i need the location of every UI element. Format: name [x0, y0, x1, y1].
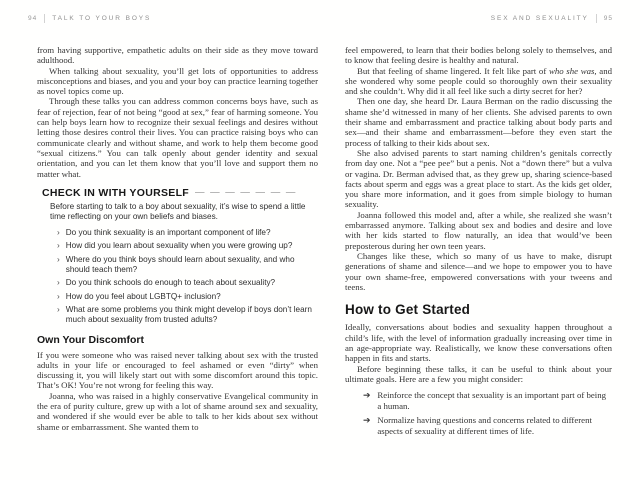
chevron-bullet-icon: › — [57, 304, 60, 314]
paragraph: Joanna, who was raised in a highly conservative Evangelical community in the era of purity culture, grew up with a lot of shame around sex and sexuality, and wondered if she would ever be able to talk to her kids about sex without shame or embarrassment. She wanted them to — [37, 390, 318, 432]
checklist-item-text: Do you think schools do enough to teach about sexuality? — [65, 278, 276, 288]
paragraph: If you were someone who was raised never talking about sex with the trusted adults in your life or encouraged to feel ashamed or even “dirty” when discussing it, you will likely start out with some discomfort around this topic. That’s OK! You’re not wrong for feeling this way. — [37, 349, 318, 391]
check-in-heading-row — [42, 188, 318, 198]
chevron-bullet-icon: › — [57, 254, 60, 264]
checklist-item-text: Do you think sexuality is an important component of life? — [65, 227, 271, 237]
arrow-bullet-icon: ➔ — [363, 415, 371, 426]
goal-item-text: Reinforce the concept that sexuality is an important part of being a human. — [377, 390, 607, 411]
chevron-bullet-icon: › — [57, 291, 60, 301]
paragraph: Then one day, she heard Dr. Laura Berman on the radio discussing the shame she’d witnessed in many of her clients. She advised parents to own their shame and embarrassment and practice talking about body parts and sex—and their shame and embarrassment—before they even start the process of talking to their kids about sex. — [345, 96, 612, 148]
paragraph: Changes like these, which so many of us have to make, disrupt generations of shame and silence—and we hope to empower you to have your own shame-free, empowered conversations with your tweens and teens. — [345, 250, 612, 292]
paragraph: Joanna followed this model and, after a while, she realized she wasn’t embarrassed anymore. Talking about sex and bodies and desire and love with her kids started to flow naturally, an idea that would’ve been preposterous during her own teen years. — [345, 209, 612, 251]
checklist-item — [57, 255, 318, 275]
italic-phrase: who she was — [548, 65, 595, 76]
paragraph: Through these talks you can address common concerns boys have, such as fear of rejection, fear of not being “good at sex,” fear of harming someone. You can help boys learn how to recognize their sexual feelings and desires without letting those desires control their lives. You can practice raising boys who can communicate clearly and without shame, and work to help them become good “sexual citizens.” You can talk openly about gender identity and sexual orientation, and you can let them know that you’ll love and support them no matter what. — [37, 96, 318, 179]
header-divider — [44, 14, 45, 23]
running-head-left — [28, 14, 151, 23]
chevron-bullet-icon: › — [57, 278, 60, 288]
heading-how-to-get-started: How to Get Started — [345, 302, 471, 318]
header-divider — [596, 14, 597, 23]
checklist-item — [57, 292, 318, 302]
right-page-column — [345, 45, 612, 440]
goal-item — [363, 415, 612, 436]
paragraph: When talking about sexuality, you’ll get lots of opportunities to address misconceptions and biases, and you and your boy can practice learning together as novel topics come up. — [37, 65, 318, 97]
check-in-heading: CHECK IN WITH YOURSELF — [42, 186, 189, 199]
running-head-title-right: SEX AND SEXUALITY — [490, 15, 589, 22]
left-page-column — [37, 45, 318, 432]
paragraph: feel empowered, to learn that their bodies belong solely to themselves, and to know that feeling desire is healthy and natural. — [345, 45, 612, 66]
goal-item — [363, 390, 612, 411]
page-number-left: 94 — [28, 15, 38, 22]
checklist-item — [57, 228, 318, 238]
paragraph: She also advised parents to start naming children’s genitals correctly from day one. Not a “pee pee” but a penis. Not a “down there” but a vulva or vagina. Dr. Berman advised that, as they grew up, sharing science-based facts about sperm and eggs was a great place to start. As the kids get older, you share more information, and it goes from simple biology to human sexuality. — [345, 147, 612, 210]
checklist-item-text: Where do you think boys should learn about sexuality, and who should teach them? — [65, 254, 295, 274]
paragraph: Ideally, conversations about bodies and sexuality happen throughout a child’s life, with the level of information gradually increasing over time in an age-appropriate way. Realistically, we know these conversations often happen in fits and starts. — [345, 322, 612, 364]
checklist-item — [57, 278, 318, 288]
goal-item-text: Normalize having questions and concerns related to different aspects of sexuality at different times of life. — [377, 415, 592, 436]
check-in-intro: Before starting to talk to a boy about sexuality, it’s wise to spend a little time reflecting on your own beliefs and biases. — [50, 202, 306, 222]
paragraph: Before beginning these talks, it can be useful to think about your ultimate goals. Here are a few you might consider: — [345, 363, 612, 384]
goals-list — [345, 390, 612, 436]
page-number-right: 95 — [603, 15, 613, 22]
running-head-right — [491, 14, 613, 23]
checklist-item — [57, 305, 318, 325]
paragraph-text: , and she wondered why some people could so thoroughly own their sexuality and she couldn’t. Why did it all feel like such a dirty secret for her? — [345, 65, 612, 97]
chevron-bullet-icon: › — [57, 227, 60, 237]
dash-rule: — — — — — — — — [195, 187, 297, 198]
checklist-item-text: What are some problems you think might develop if boys don’t learn much about sexuality from trusted adults? — [65, 304, 312, 324]
checklist-item-text: How do you feel about LGBTQ+ inclusion? — [65, 291, 221, 301]
paragraph — [345, 66, 612, 97]
subheading-own-your-discomfort: Own Your Discomfort — [37, 333, 144, 346]
paragraph: from having supportive, empathetic adults on their side as they move toward adulthood. — [37, 45, 318, 66]
check-in-section — [42, 188, 318, 325]
checklist-item-text: How did you learn about sexuality when you were growing up? — [65, 241, 293, 251]
checklist-item — [57, 241, 318, 251]
chevron-bullet-icon: › — [57, 241, 60, 251]
paragraph-text: But that feeling of shame lingered. It felt like part of — [357, 65, 549, 76]
arrow-bullet-icon: ➔ — [363, 390, 371, 401]
running-head-title-left: TALK TO YOUR BOYS — [52, 15, 152, 22]
